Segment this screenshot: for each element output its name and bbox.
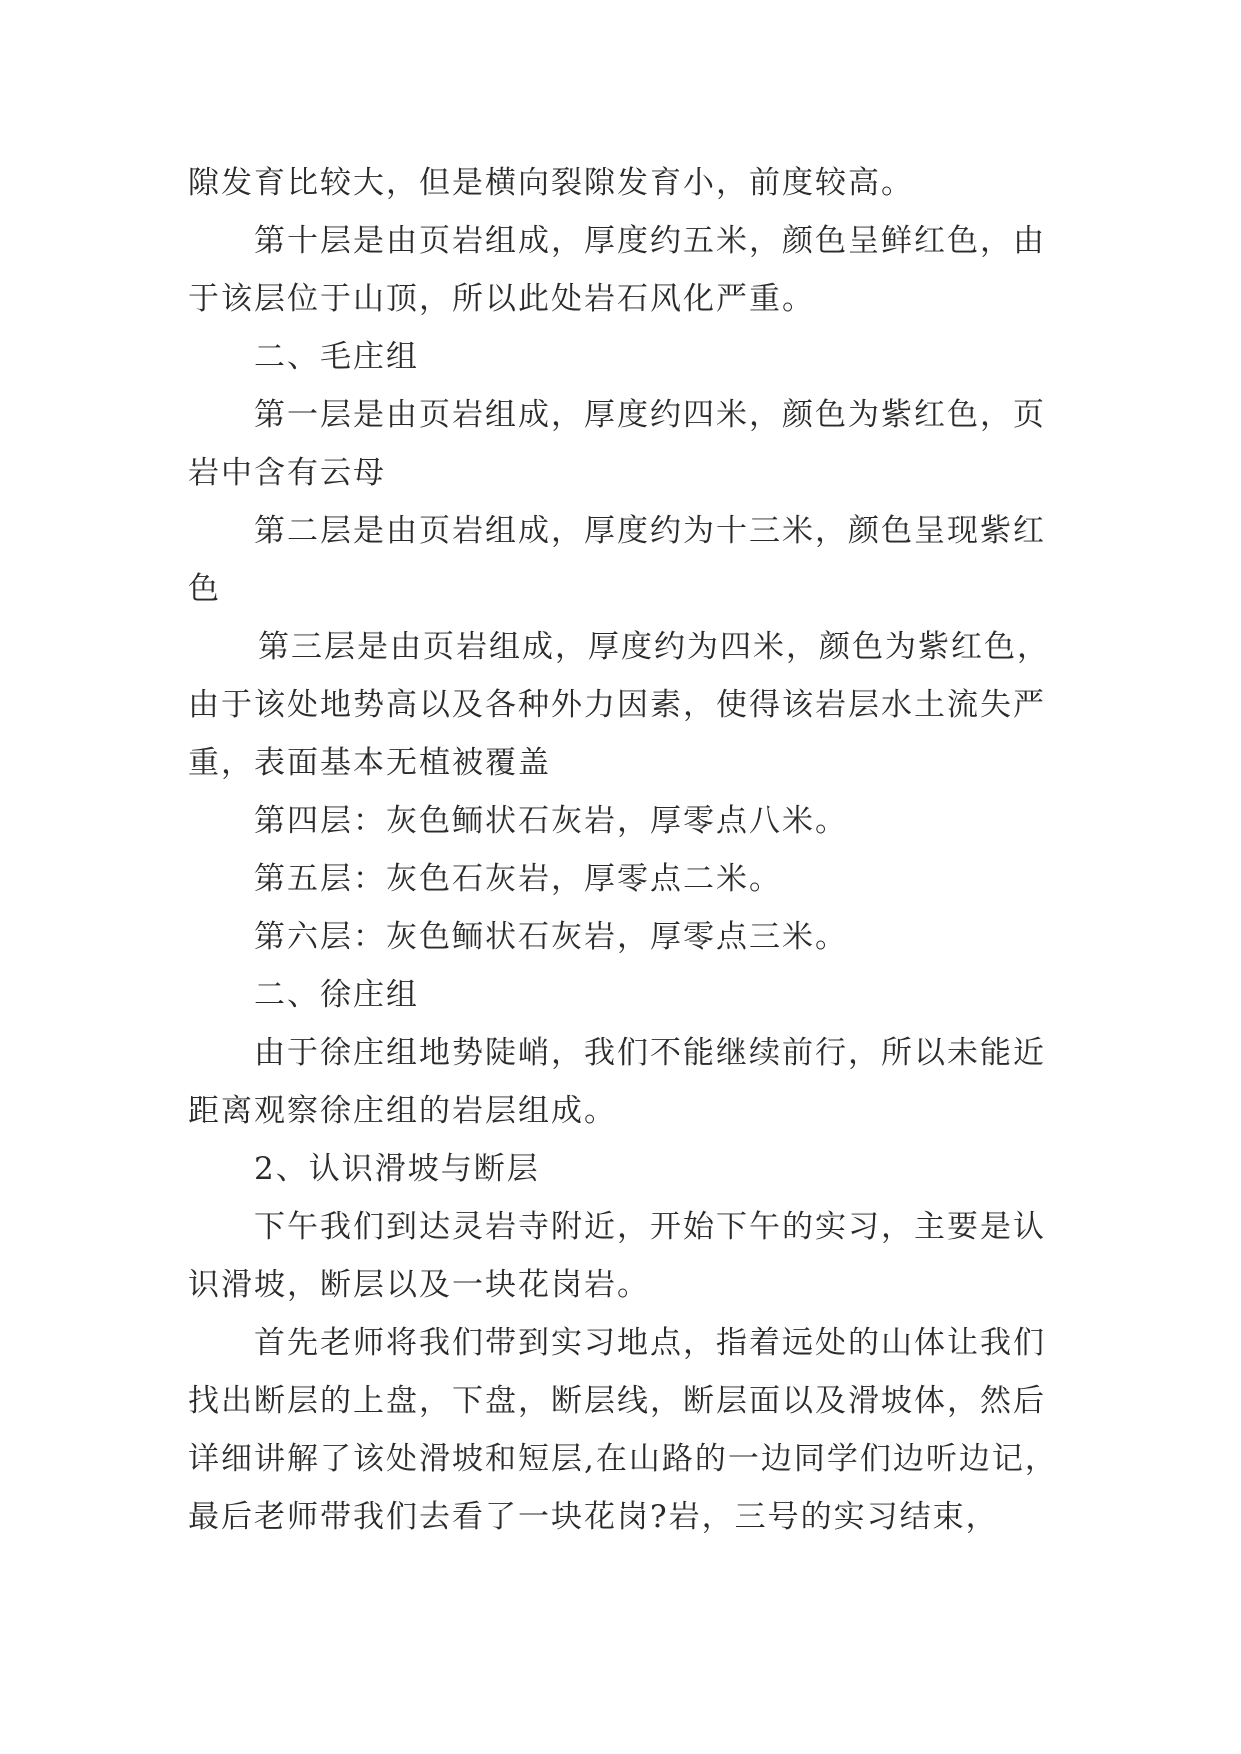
paragraph-layer-two: 第二层是由页岩组成，厚度约为十三米，颜色呈现紫红色 (188, 513, 1046, 607)
paragraph-layer-one: 第一层是由页岩组成，厚度约四米，颜色为紫红色，页岩中含有云母 (188, 397, 1046, 491)
paragraph-afternoon: 下午我们到达灵岩寺附近，开始下午的实习，主要是认识滑坡，断层以及一块花岗岩。 (188, 1209, 1046, 1303)
paragraph-continuation: 隙发育比较大，但是横向裂隙发育小，前度较高。 (188, 165, 914, 201)
paragraph-layer-ten: 第十层是由页岩组成，厚度约五米，颜色呈鲜红色，由于该层位于山顶，所以此处岩石风化严重。 (188, 223, 1046, 317)
paragraph-layer-three: 第三层是由页岩组成，厚度约为四米，颜色为紫红色，由于该处地势高以及各种外力因素，使得该岩层水土流失严重，表面基本无植被覆盖 (188, 629, 1050, 781)
paragraph-layer-five: 第五层：灰色石灰岩，厚零点二米。 (254, 861, 782, 897)
section-heading-landslide-fault: 2、认识滑坡与断层 (254, 1151, 540, 1187)
paragraph-layer-six: 第六层：灰色鲕状石灰岩，厚零点三米。 (254, 919, 848, 955)
paragraph-layer-four: 第四层：灰色鲕状石灰岩，厚零点八米。 (254, 803, 848, 839)
paragraph-teacher: 首先老师将我们带到实习地点，指着远处的山体让我们找出断层的上盘，下盘，断层线，断层面以及滑坡体，然后详细讲解了该处滑坡和短层,在山路的一边同学们边听边记，最后老师带我们去看了一块花岗?岩，三号的实习结束， (188, 1325, 1058, 1535)
section-heading-maozhuang: 二、毛庄组 (254, 339, 419, 375)
section-heading-xuzhuang: 二、徐庄组 (254, 977, 419, 1013)
paragraph-xuzhuang: 由于徐庄组地势陡峭，我们不能继续前行，所以未能近距离观察徐庄组的岩层组成。 (188, 1035, 1046, 1129)
